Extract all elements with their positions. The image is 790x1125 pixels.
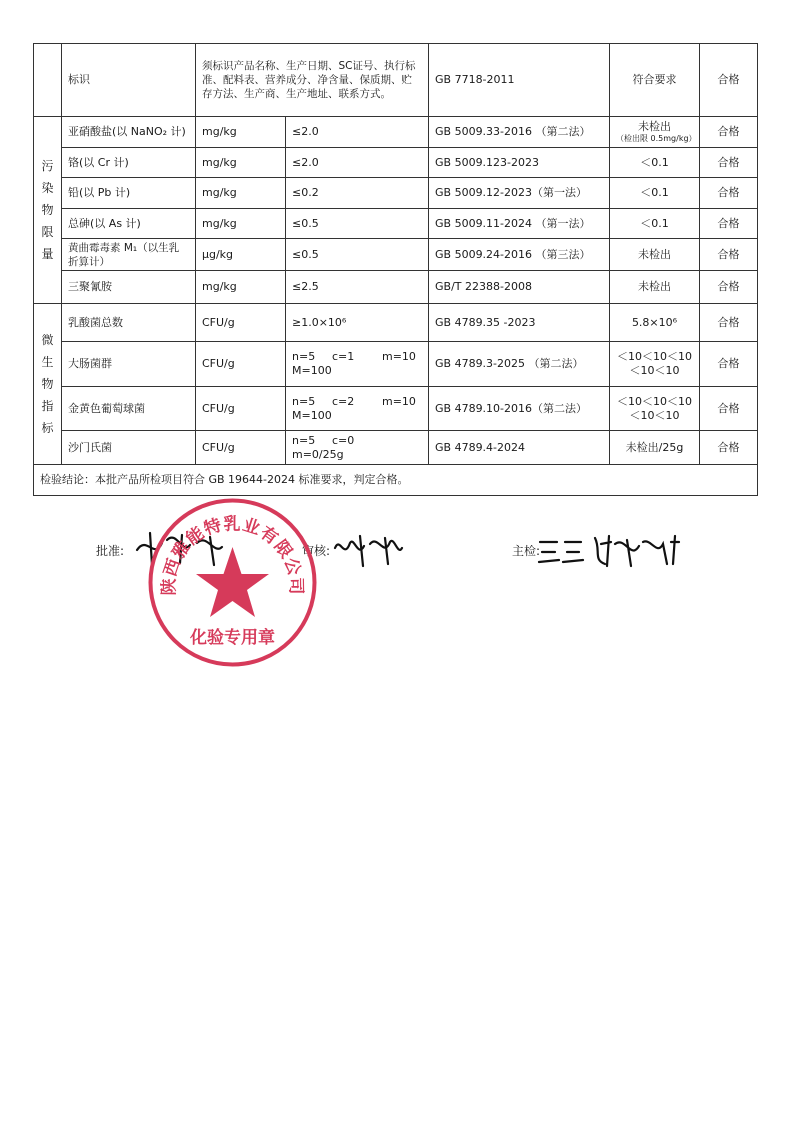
unit-cell: mg/kg [196,209,286,239]
standard-cell: ≥1.0×10⁶ [286,304,429,342]
item-cell: 大肠菌群 [62,342,196,387]
label-group-cell [34,44,62,117]
group-label-contaminants: 污染物限量 [34,117,62,304]
method-cell: GB 5009.24-2016 （第三法） [429,239,610,271]
table-row [34,209,758,239]
table-row [34,239,758,271]
judgement-cell: 合格 [700,178,758,209]
table-row [34,304,758,342]
main-inspector-label: 主检: [512,544,541,558]
conclusion-text: 检验结论：本批产品所检项目符合 GB 19644-2024 标准要求，判定合格。 [34,465,758,496]
unit-cell: mg/kg [196,148,286,178]
table-row [34,271,758,304]
result-cell: ＜0.1 [610,148,700,178]
standard-cell: ≤0.5 [286,209,429,239]
judgement-cell: 合格 [700,431,758,465]
company-seal [145,495,320,670]
seal-top-text: 陕西雅能特乳业有限公司 [159,514,306,596]
unit-cell: mg/kg [196,178,286,209]
seal-bottom-text: 化验专用章 [190,628,275,648]
method-cell: GB 4789.35 -2023 [429,304,610,342]
method-cell: GB/T 22388-2008 [429,271,610,304]
item-cell: 铬(以 Cr 计) [62,148,196,178]
item-cell: 亚硝酸盐(以 NaNO₂ 计) [62,117,196,148]
main-inspector-signature [535,530,685,570]
method-cell: GB 7718-2011 [429,44,610,117]
method-cell: GB 4789.3-2025 （第二法） [429,342,610,387]
standard-cell: ≤0.2 [286,178,429,209]
conclusion-row [34,465,758,496]
result-cell: 未检出 [610,271,700,304]
inspection-table [33,43,758,496]
judgement-cell: 合格 [700,209,758,239]
unit-cell: μg/kg [196,239,286,271]
item-cell: 黄曲霉毒素 M₁（以生乳折算计） [62,239,196,271]
unit-cell: mg/kg [196,271,286,304]
table-row [34,178,758,209]
table-row [34,117,758,148]
unit-cell: CFU/g [196,387,286,431]
unit-cell: CFU/g [196,342,286,387]
review-label: 审核: [302,544,331,558]
table-row [34,342,758,387]
item-cell: 三聚氰胺 [62,271,196,304]
method-cell: GB 4789.4-2024 [429,431,610,465]
item-cell: 乳酸菌总数 [62,304,196,342]
star-icon [196,547,269,617]
requirement-cell: 须标识产品名称、生产日期、SC证号、执行标准、配料表、营养成分、净含量、保质期、贮存方法、生产商、生产地址、联系方式。 [196,44,429,117]
table-row [34,148,758,178]
table-row-label [34,44,758,117]
group-label-micro: 微生物指标 [34,304,62,465]
method-cell: GB 5009.12-2023（第一法） [429,178,610,209]
approve-label: 批准: [96,544,125,558]
reviewer-signature [330,528,405,570]
method-cell: GB 5009.11-2024 （第一法） [429,209,610,239]
result-cell: 未检出/25g [610,431,700,465]
judgement-cell: 合格 [700,342,758,387]
table-row [34,431,758,465]
result-cell: 5.8×10⁶ [610,304,700,342]
item-cell: 金黄色葡萄球菌 [62,387,196,431]
result-cell: ＜10＜10＜10 ＜10＜10 [610,387,700,431]
judgement-cell: 合格 [700,44,758,117]
method-cell: GB 5009.123-2023 [429,148,610,178]
judgement-cell: 合格 [700,117,758,148]
result-cell: 未检出 [610,239,700,271]
result-cell: ＜0.1 [610,209,700,239]
item-cell: 标识 [62,44,196,117]
unit-cell: CFU/g [196,431,286,465]
standard-cell: ≤2.5 [286,271,429,304]
result-cell: 符合要求 [610,44,700,117]
method-cell: GB 5009.33-2016 （第二法） [429,117,610,148]
judgement-cell: 合格 [700,271,758,304]
sampling-plan-cell: n=5 c=0m=0/25g [286,431,429,465]
sampling-plan-cell: n=5 c=2 m=10 M=100 [286,387,429,431]
judgement-cell: 合格 [700,148,758,178]
item-cell: 沙门氏菌 [62,431,196,465]
result-cell: ＜0.1 [610,178,700,209]
standard-cell: ≤2.0 [286,117,429,148]
judgement-cell: 合格 [700,387,758,431]
item-cell: 铅(以 Pb 计) [62,178,196,209]
table-row [34,387,758,431]
detection-limit-note: （检出限 0.5mg/kg） [616,134,697,143]
sampling-plan-cell: n=5 c=1 m=10 M=100 [286,342,429,387]
judgement-cell: 合格 [700,239,758,271]
item-cell: 总砷(以 As 计) [62,209,196,239]
unit-cell: mg/kg [196,117,286,148]
result-cell [610,117,700,148]
standard-cell: ≤2.0 [286,148,429,178]
result-cell: ＜10＜10＜10 ＜10＜10 [610,342,700,387]
judgement-cell: 合格 [700,304,758,342]
unit-cell: CFU/g [196,304,286,342]
method-cell: GB 4789.10-2016（第二法） [429,387,610,431]
result-value: 未检出 [638,120,671,133]
standard-cell: ≤0.5 [286,239,429,271]
